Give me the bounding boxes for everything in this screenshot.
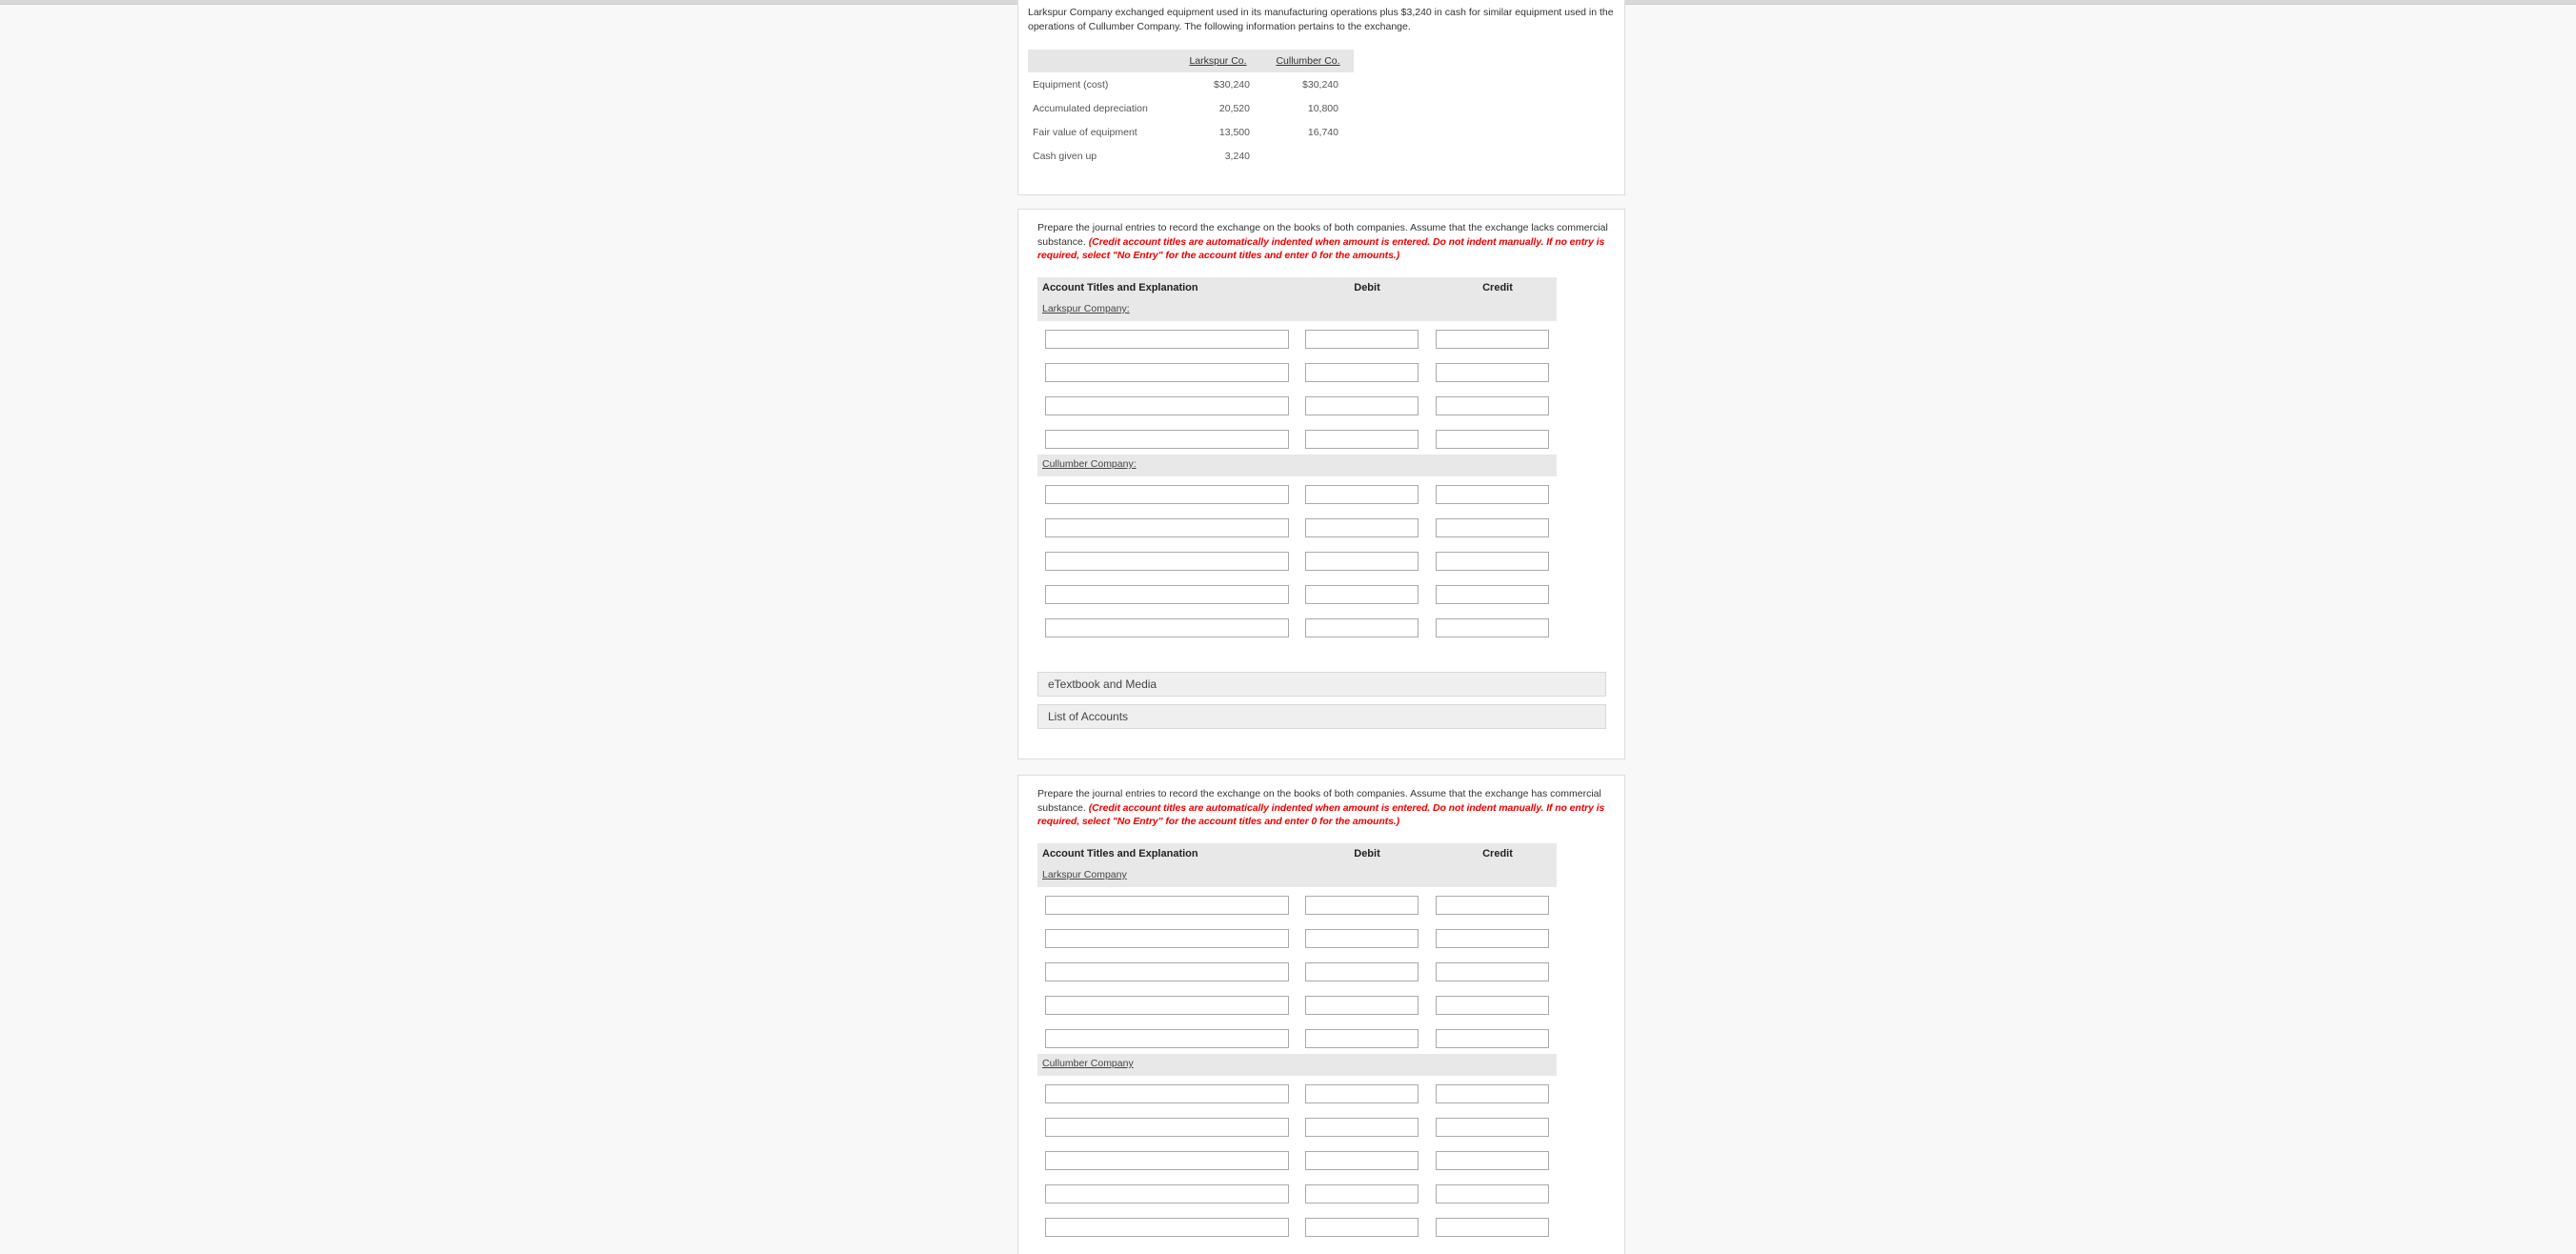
debit-header: Debit [1354, 848, 1380, 860]
debit-input[interactable] [1305, 485, 1419, 504]
account-title-input[interactable] [1045, 929, 1289, 948]
part2-instruction-note: (Credit account titles are automatically indented when amount is entered. Do not indent manually. If no entry is required, select "No Entry" for the account titles and enter 0 for the amounts.) [1037, 801, 1605, 827]
account-title-input[interactable] [1045, 485, 1289, 504]
credit-input[interactable] [1436, 929, 1549, 948]
part1-instruction-note: (Credit account titles are automatically indented when amount is entered. Do not indent manually. If no entry is required, select "No Entry" for the account titles and enter 0 for the amounts.) [1037, 235, 1605, 261]
journal-row [1037, 1076, 1557, 1109]
cullumber-section-label [1037, 1054, 1557, 1076]
account-title-input[interactable] [1045, 585, 1289, 604]
debit-input[interactable] [1305, 585, 1419, 604]
debit-input[interactable] [1305, 1218, 1419, 1237]
part1-instruction-text: Prepare the journal entries to record the exchange on the books of both companies. Assume that the exchange lacks commercial substance. [1037, 222, 1608, 248]
table-header-blank [1028, 50, 1174, 72]
cullumber-value: 16,740 [1307, 126, 1338, 138]
problem-intro-panel [1017, 0, 1625, 195]
credit-input[interactable] [1436, 518, 1549, 537]
credit-input[interactable] [1436, 1184, 1549, 1203]
larkspur-entry-rows [1037, 887, 1557, 1054]
cullumber-section-label [1037, 455, 1557, 476]
part2-instruction-text: Prepare the journal entries to record the exchange on the books of both companies. Assume that the exchange has commercial substance. [1037, 788, 1601, 814]
table-row [1028, 144, 1354, 168]
larkspur-value: $30,240 [1214, 78, 1250, 91]
account-title-input[interactable] [1045, 552, 1289, 571]
account-title-input[interactable] [1045, 518, 1289, 537]
credit-input[interactable] [1436, 396, 1549, 415]
debit-input[interactable] [1305, 1118, 1419, 1137]
larkspur-value: 13,500 [1218, 126, 1250, 138]
part1-instructions [1037, 221, 1609, 263]
larkspur-company-link[interactable]: Larkspur Company [1042, 869, 1127, 880]
credit-header: Credit [1482, 848, 1513, 860]
account-title-input[interactable] [1045, 1218, 1289, 1237]
debit-input[interactable] [1305, 330, 1419, 349]
account-titles-header: Account Titles and Explanation [1042, 282, 1198, 293]
debit-input[interactable] [1305, 396, 1419, 415]
credit-input[interactable] [1436, 962, 1549, 981]
problem-statement: Larkspur Company exchanged equipment used in its manufacturing operations plus $3,240 in cash for similar equipment used in the operations of Cullumber Company. The following information pertains to the exchange. [1028, 7, 1614, 32]
journal-header [1037, 843, 1557, 865]
journal-row [1037, 1209, 1557, 1243]
account-titles-header: Account Titles and Explanation [1042, 848, 1198, 860]
larkspur-company-link[interactable]: Larkspur Company: [1042, 303, 1130, 314]
debit-input[interactable] [1305, 1029, 1419, 1048]
credit-input[interactable] [1436, 1218, 1549, 1237]
larkspur-entry-rows [1037, 321, 1557, 455]
debit-input[interactable] [1305, 962, 1419, 981]
account-title-input[interactable] [1045, 396, 1289, 415]
debit-input[interactable] [1305, 518, 1419, 537]
larkspur-section-label [1037, 299, 1557, 321]
account-title-input[interactable] [1045, 1029, 1289, 1048]
part1-journal-table [1037, 277, 1557, 643]
journal-row [1037, 987, 1557, 1021]
journal-row [1037, 610, 1557, 643]
debit-input[interactable] [1305, 929, 1419, 948]
debit-input[interactable] [1305, 896, 1419, 915]
journal-row [1037, 576, 1557, 610]
larkspur-value: 20,520 [1218, 102, 1250, 114]
credit-input[interactable] [1436, 430, 1549, 449]
journal-row [1037, 1109, 1557, 1143]
account-title-input[interactable] [1045, 330, 1289, 349]
part2-instructions [1037, 787, 1609, 829]
credit-input[interactable] [1436, 1118, 1549, 1137]
cullumber-entry-rows [1037, 476, 1557, 643]
table-header-larkspur: Larkspur Co. [1174, 50, 1262, 72]
journal-row [1037, 1143, 1557, 1176]
journal-row [1037, 543, 1557, 576]
journal-row [1037, 1176, 1557, 1209]
debit-input[interactable] [1305, 430, 1419, 449]
journal-row [1037, 354, 1557, 388]
credit-input[interactable] [1436, 1084, 1549, 1103]
part2-panel [1017, 775, 1625, 1254]
journal-header [1037, 277, 1557, 299]
account-title-input[interactable] [1045, 962, 1289, 981]
journal-row [1037, 321, 1557, 354]
list-of-accounts-button[interactable] [1037, 704, 1606, 729]
credit-input[interactable] [1436, 896, 1549, 915]
debit-input[interactable] [1305, 996, 1419, 1015]
table-row [1028, 96, 1354, 120]
exchange-data-table [1028, 50, 1354, 168]
cullumber-entry-rows [1037, 1076, 1557, 1243]
account-title-input[interactable] [1045, 1084, 1289, 1103]
account-title-input[interactable] [1045, 363, 1289, 382]
cullumber-value: $30,240 [1302, 78, 1338, 91]
part1-panel [1017, 209, 1625, 759]
credit-input[interactable] [1436, 996, 1549, 1015]
table-header-cullumber: Cullumber Co. [1262, 50, 1354, 72]
account-title-input[interactable] [1045, 1118, 1289, 1137]
account-title-input[interactable] [1045, 1184, 1289, 1203]
cullumber-value [1262, 144, 1354, 168]
debit-input[interactable] [1305, 618, 1419, 637]
credit-input[interactable] [1436, 585, 1549, 604]
journal-row [1037, 954, 1557, 987]
larkspur-section-label [1037, 865, 1557, 887]
etextbook-media-button[interactable] [1037, 672, 1606, 697]
part2-journal-table [1037, 843, 1557, 1243]
journal-row [1037, 476, 1557, 510]
table-header-row [1028, 50, 1354, 72]
debit-input[interactable] [1305, 1084, 1419, 1103]
journal-row [1037, 920, 1557, 954]
credit-input[interactable] [1436, 552, 1549, 571]
credit-input[interactable] [1436, 618, 1549, 637]
account-title-input[interactable] [1045, 430, 1289, 449]
credit-input[interactable] [1436, 485, 1549, 504]
row-label: Cash given up [1033, 150, 1097, 162]
credit-input[interactable] [1436, 1151, 1549, 1170]
journal-row [1037, 388, 1557, 421]
row-label: Accumulated depreciation [1033, 102, 1148, 114]
larkspur-value: 3,240 [1224, 150, 1250, 162]
table-row [1028, 72, 1354, 96]
journal-row [1037, 421, 1557, 455]
debit-input[interactable] [1305, 1184, 1419, 1203]
etextbook-media-label: eTextbook and Media [1048, 678, 1157, 691]
credit-input[interactable] [1436, 330, 1549, 349]
journal-row [1037, 887, 1557, 920]
account-title-input[interactable] [1045, 1151, 1289, 1170]
credit-input[interactable] [1436, 363, 1549, 382]
cullumber-company-link[interactable]: Cullumber Company: [1042, 458, 1137, 470]
list-of-accounts-label: List of Accounts [1048, 710, 1129, 723]
journal-row [1037, 1021, 1557, 1054]
debit-header: Debit [1354, 282, 1380, 293]
journal-row [1037, 510, 1557, 543]
debit-input[interactable] [1305, 552, 1419, 571]
row-label: Equipment (cost) [1033, 78, 1109, 91]
account-title-input[interactable] [1045, 996, 1289, 1015]
debit-input[interactable] [1305, 1151, 1419, 1170]
credit-header: Credit [1482, 282, 1513, 293]
cullumber-value: 10,800 [1307, 102, 1338, 114]
row-label: Fair value of equipment [1033, 126, 1137, 138]
cullumber-company-link[interactable]: Cullumber Company [1042, 1058, 1134, 1069]
table-row [1028, 120, 1354, 144]
credit-input[interactable] [1436, 1029, 1549, 1048]
debit-input[interactable] [1305, 363, 1419, 382]
account-title-input[interactable] [1045, 618, 1289, 637]
account-title-input[interactable] [1045, 896, 1289, 915]
